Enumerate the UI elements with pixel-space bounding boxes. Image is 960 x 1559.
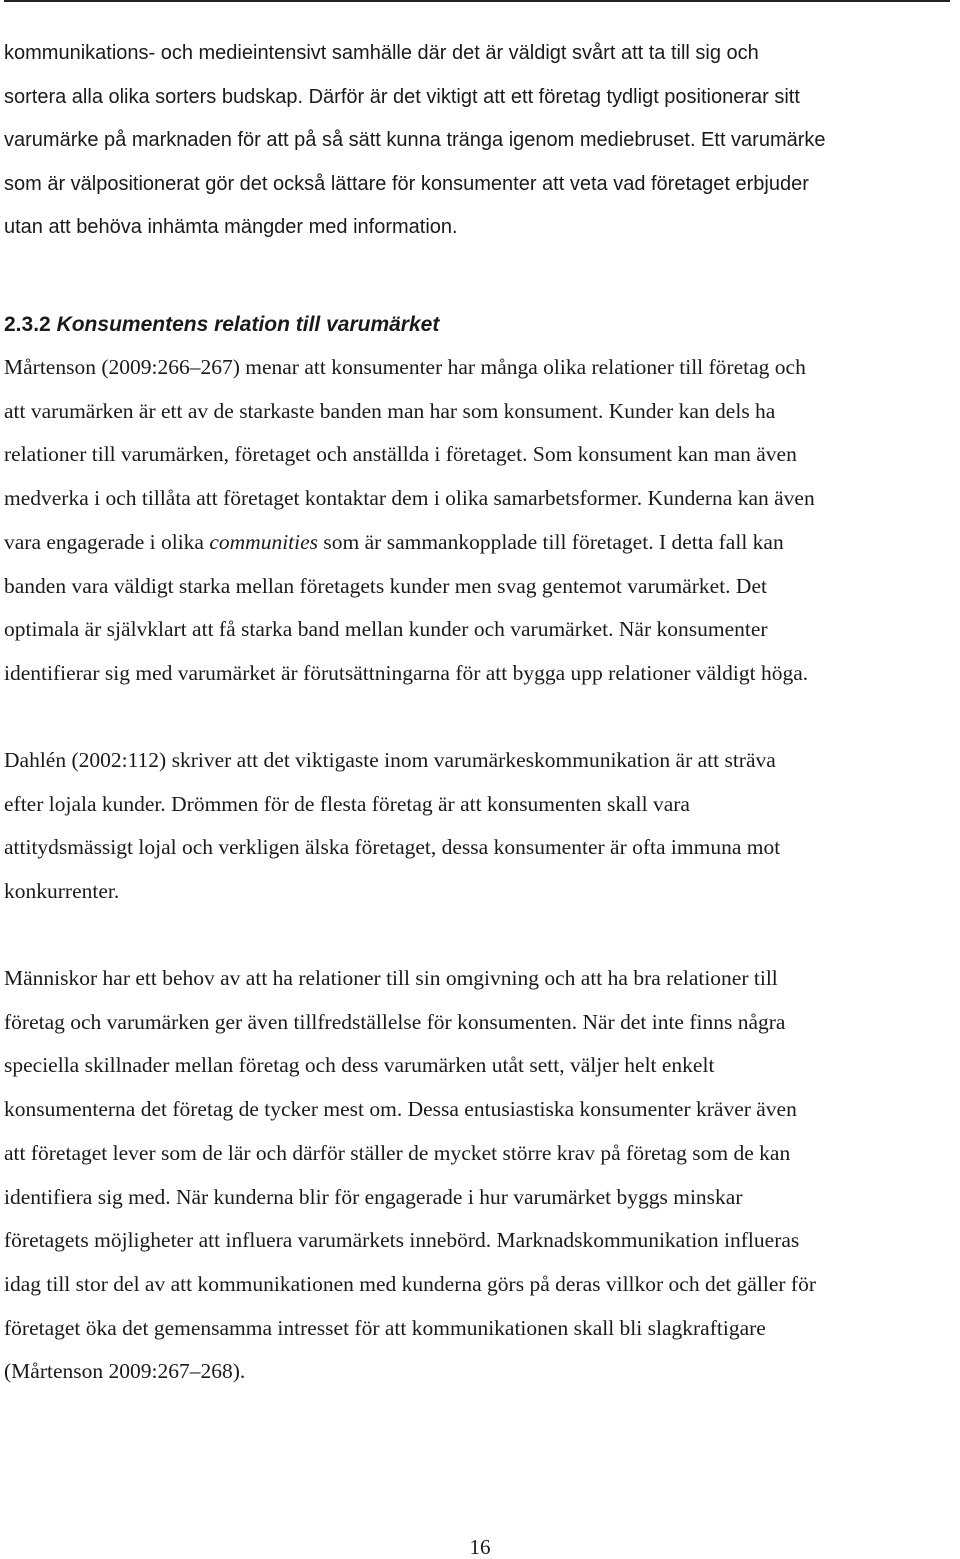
paragraph-line: sortera alla olika sorters budskap. Därför är det viktigt att ett företag tydligt positionerar sitt [4,85,800,108]
page-number: 16 [469,1535,491,1559]
paragraph-line: (Mårtenson 2009:267–268). [4,1359,246,1384]
paragraph-martenson-relations [4,346,958,696]
paragraph-line: varumärke på marknaden för att på så sätt kunna tränga igenom mediebruset. Ett varumärke [4,129,826,152]
paragraph-line: identifierar sig med varumärket är förutsättningarna för att bygga upp relationer väldigt höga. [4,660,809,685]
paragraph-line: relationer till varumärken, företaget och anställda i företaget. Som konsument kan man även [4,442,797,467]
paragraph-line: konkurrenter. [4,879,120,904]
paragraph-line: konsumenterna det företag de tycker mest om. Dessa entusiastiska konsumenter kräver även [4,1097,797,1122]
section-heading [4,305,439,345]
paragraph-line: medverka i och tillåta att företaget kontaktar dem i olika samarbetsformer. Kunderna kan även [4,486,815,511]
paragraph-line: företag och varumärken ger även tillfredställelse för konsumenten. När det inte finns några [4,1009,786,1034]
text-segment: vara engagerade i olika [4,529,210,554]
italic-term: communities [209,529,319,554]
paragraph-line: att företaget lever som de lär och därför ställer de mycket större krav på företag som de kan [4,1140,791,1165]
paragraph-line: kommunikations- och medieintensivt samhälle där det är väldigt svårt att ta till sig och [4,42,759,64]
paragraph-line: Människor har ett behov av att ha relationer till sin omgivning och att ha bra relationer till [4,966,778,990]
paragraph-line: företagets möjligheter att influera varumärkets innebörd. Marknadskommunikation influeras [4,1228,800,1253]
section-number: 2.3.2 [4,313,51,336]
paragraph-line: optimala är självklart att få starka band mellan kunder och varumärket. När konsumenter [4,617,768,642]
text-segment: som är sammankopplade till företaget. I detta fall kan [318,529,784,554]
paragraph-line: idag till stor del av att kommunikationen med kunderna görs på deras villkor och det gäller för [4,1271,817,1296]
paragraph-manniskor [4,957,958,1394]
paragraph-line: att varumärken är ett av de starkaste banden man har som konsument. Kunder kan dels ha [4,398,776,423]
paragraph-line: som är välpositionerat gör det också lättare för konsumenter att veta vad företaget erbjuder [4,172,809,195]
paragraph-line: efter lojala kunder. Drömmen för de flesta företag är att konsumenten skall vara [4,791,690,816]
paragraph-line: attitydsmässigt lojal och verkligen älska företaget, dessa konsumenter är ofta immuna mot [4,835,781,860]
paragraph-line: identifiera sig med. När kunderna blir för engagerade i hur varumärket byggs minskar [4,1184,743,1209]
paragraph-dahlen [4,739,958,914]
paragraph-line: utan att behöva inhämta mängder med information. [4,216,458,239]
paragraph-line: Mårtenson (2009:266–267) menar att konsumenter har många olika relationer till företag och [4,355,806,379]
intro-paragraph [4,32,958,250]
section-title: Konsumentens relation till varumärket [56,313,440,336]
paragraph-line: företaget öka det gemensamma intresset för att kommunikationen skall bli slagkraftigare [4,1315,766,1340]
paragraph-line: Dahlén (2002:112) skriver att det viktigaste inom varumärkeskommunikation är att sträva [4,748,776,772]
paragraph-line [4,521,958,565]
paragraph-line: speciella skillnader mellan företag och dess varumärken utåt sett, väljer helt enkelt [4,1053,715,1078]
top-rule [4,0,950,2]
paragraph-line: banden vara väldigt starka mellan företagets kunder men svag gentemot varumärket. Det [4,573,767,598]
